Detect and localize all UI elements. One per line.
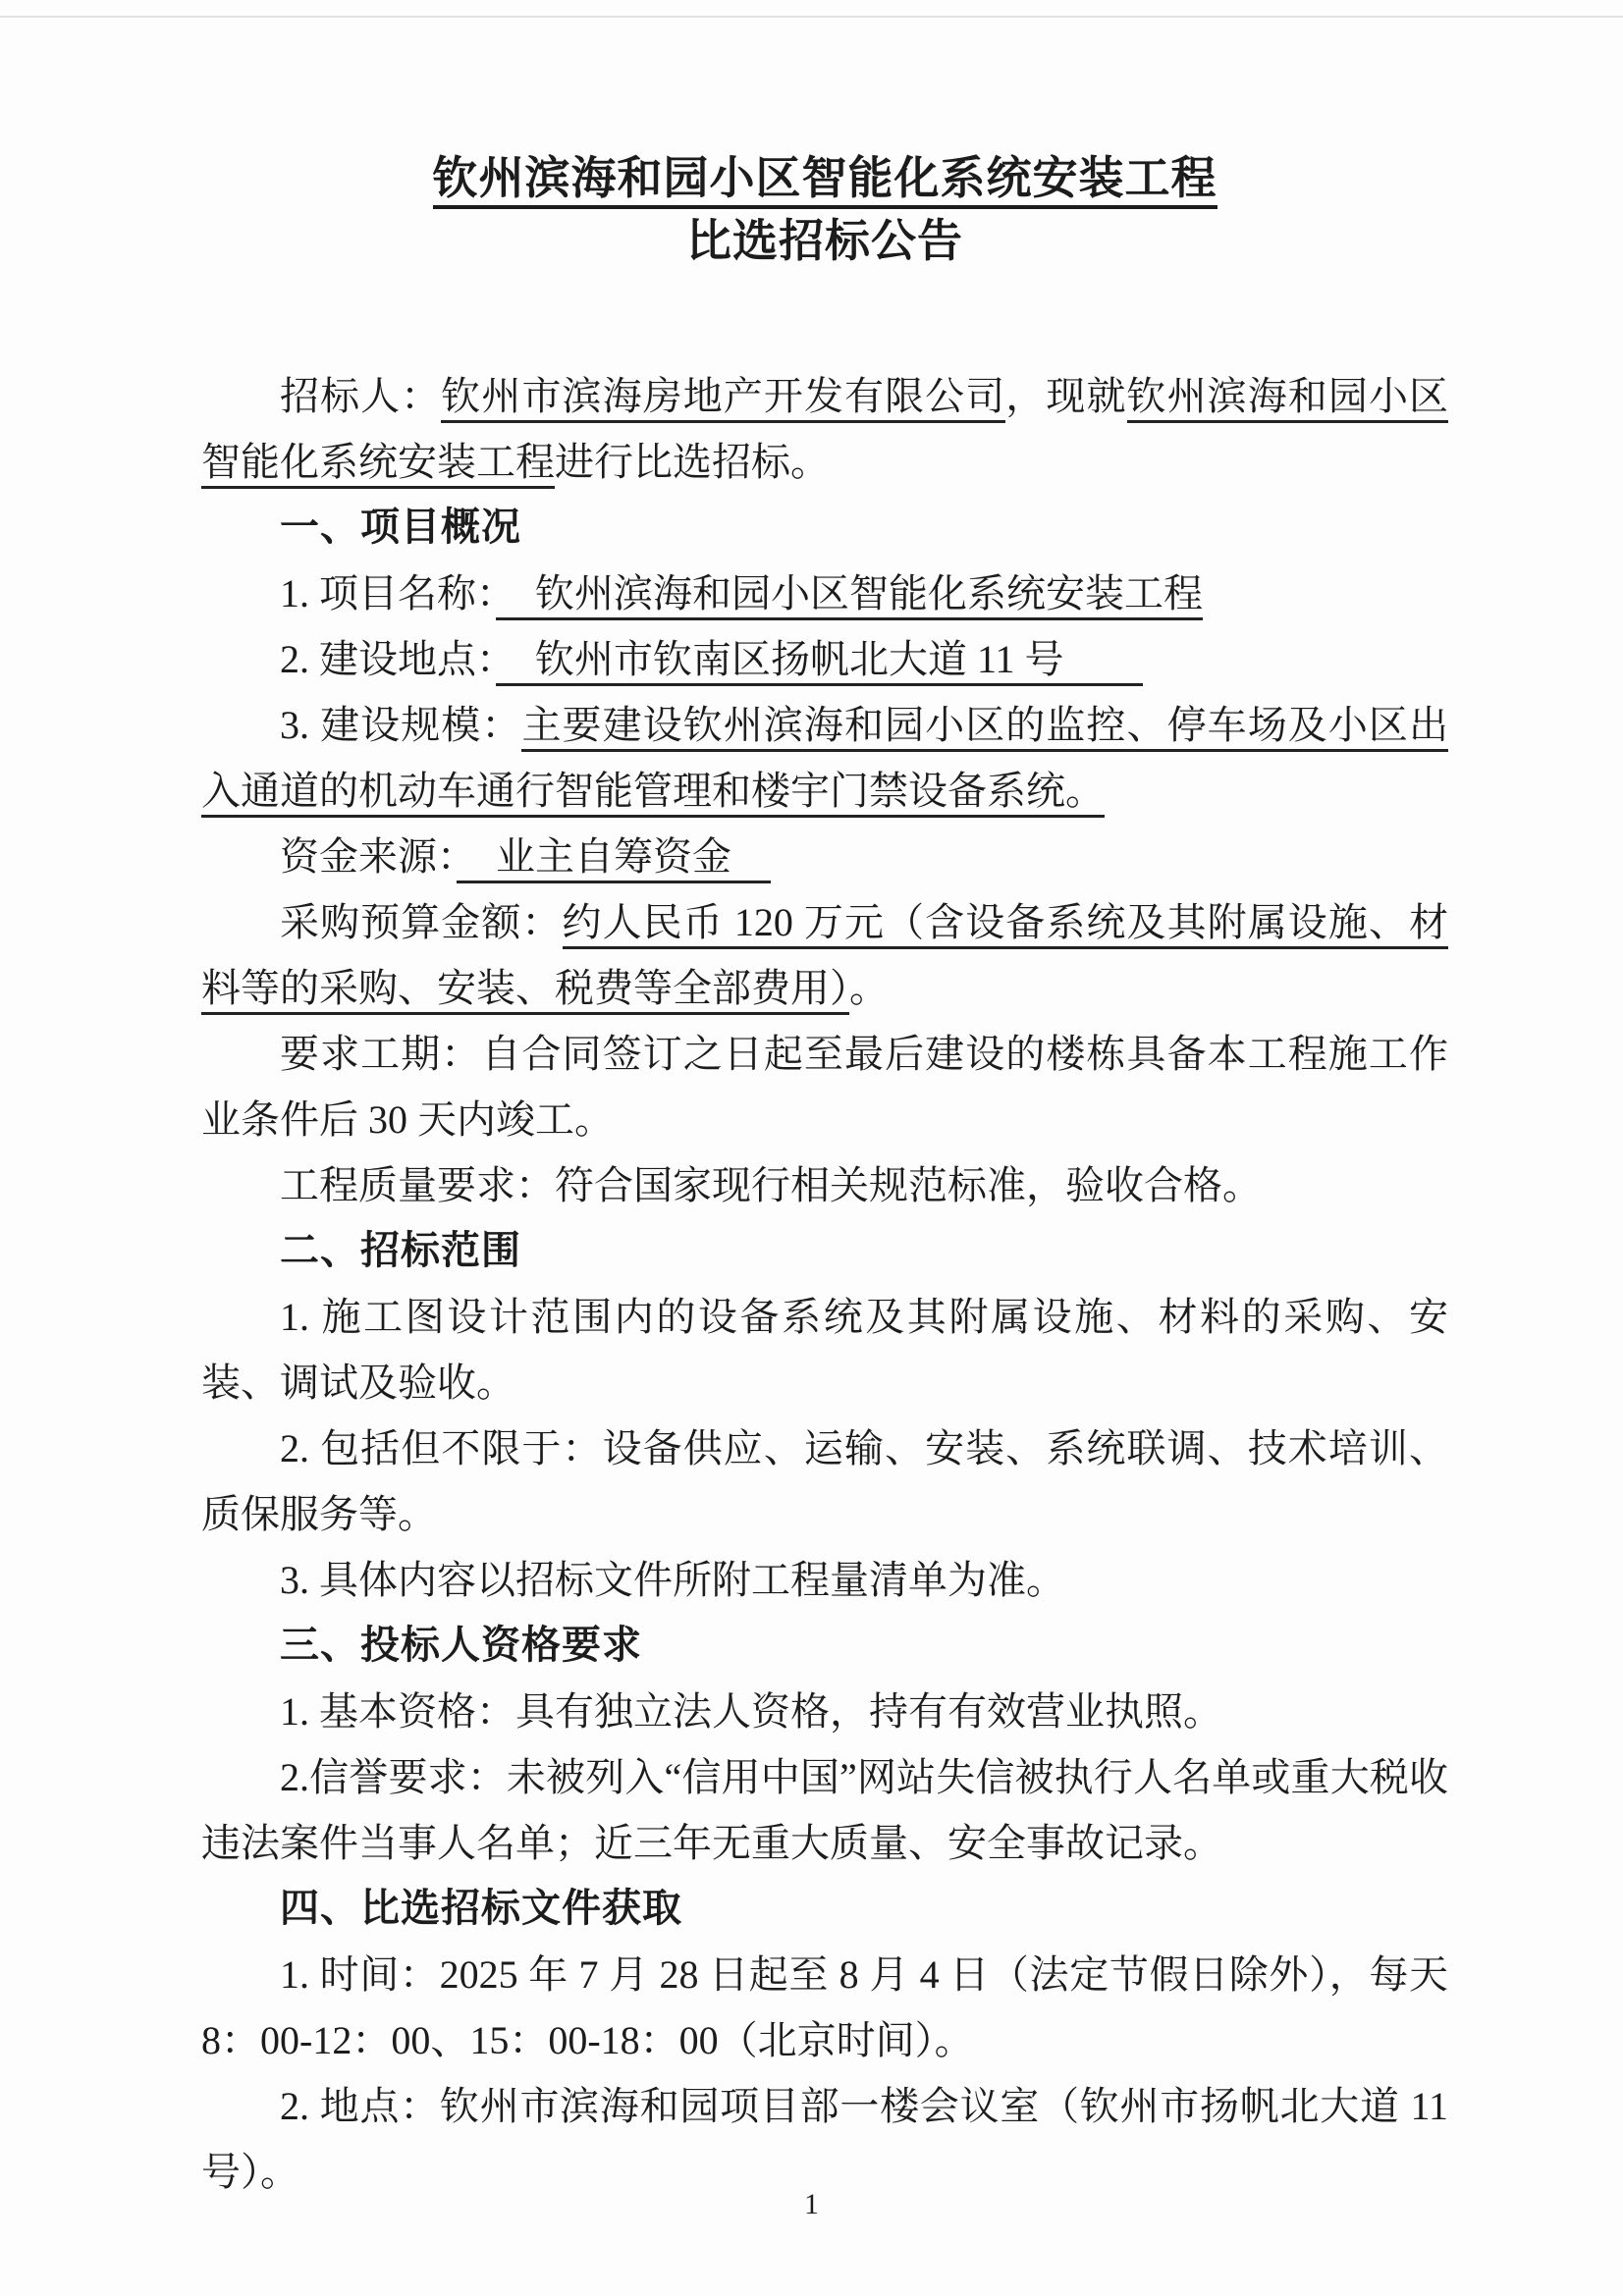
- underlined-text: 业主自筹资金: [457, 834, 771, 883]
- paragraph: [201, 692, 1448, 824]
- text-run: 。: [849, 966, 889, 1010]
- text-run: 2.信誉要求：未被列入“信用中国”网站失信被执行人名单或重大税收违法案件当事人名单；近三年无重大质量、安全事故记录。: [201, 1755, 1448, 1865]
- section-heading: [201, 1613, 1448, 1679]
- text-run: 一、项目概况: [280, 506, 521, 549]
- paragraph: [201, 1547, 1448, 1613]
- page-number: 1: [804, 2188, 819, 2220]
- text-run: 2. 地点：钦州市滨海和园项目部一楼会议室（钦州市扬帆北大道 11 号）。: [201, 2084, 1448, 2194]
- document-title: [201, 147, 1448, 273]
- text-run: 三、投标人资格要求: [280, 1624, 642, 1667]
- scan-artifact-line: [0, 16, 1623, 18]
- underlined-text: 钦州市滨海房地产开发有限公司: [441, 374, 1005, 423]
- text-run: 招标人：: [280, 374, 442, 418]
- text-run: 1. 基本资格：具有独立法人资格，持有有效营业执照。: [280, 1689, 1222, 1734]
- text-run: 四、比选招标文件获取: [280, 1887, 682, 1930]
- paragraph: [201, 1415, 1448, 1547]
- paragraph: [201, 2073, 1448, 2205]
- paragraph: [201, 1679, 1448, 1744]
- paragraph: [201, 561, 1448, 626]
- text-run: 2. 建设地点：: [280, 637, 496, 681]
- text-run: 1. 项目名称：: [280, 571, 496, 615]
- text-run: 1. 施工图设计范围内的设备系统及其附属设施、材料的采购、安装、调试及验收。: [201, 1295, 1448, 1405]
- text-run: 3. 建设规模：: [280, 703, 522, 747]
- paragraph: [201, 626, 1448, 692]
- text-run: 3. 具体内容以招标文件所附工程量清单为准。: [280, 1558, 1065, 1602]
- underlined-text: 钦州滨海和园小区智能化系统安装工程: [201, 374, 1448, 489]
- text-run: 二、招标范围: [280, 1229, 521, 1272]
- text-run: 工程质量要求：符合国家现行相关规范标准，验收合格。: [280, 1163, 1262, 1207]
- text-run: 采购预算金额：: [280, 900, 563, 944]
- text-run: 进行比选招标。: [555, 440, 830, 484]
- document-title-line2: 比选招标公告: [686, 216, 963, 266]
- section-heading: [201, 1218, 1448, 1284]
- underlined-text: 主要建设钦州滨海和园小区的监控、停车场及小区出入通道的机动车通行智能管理和楼宇门禁设备系统。: [201, 703, 1448, 818]
- underlined-text: 约人民币 120 万元（含设备系统及其附属设施、材料等的采购、安装、税费等全部费用）: [201, 900, 1448, 1015]
- paragraph: [201, 1744, 1448, 1876]
- paragraph: [201, 1152, 1448, 1218]
- underlined-text: 钦州滨海和园小区智能化系统安装工程: [496, 571, 1203, 620]
- paragraph: [201, 1284, 1448, 1415]
- paragraph: [201, 1942, 1448, 2073]
- title-underlined-text: 钦州滨海和园小区智能化系统安装工程: [433, 153, 1217, 209]
- text-run: 1. 时间：2025 年 7 月 28 日起至 8 月 4 日（法定节假日除外），每天 8：00-12：00、15：00-18：00（北京时间）。: [201, 1952, 1448, 2062]
- underlined-text: 钦州市钦南区扬帆北大道 11 号: [496, 637, 1143, 686]
- text-run: 资金来源：: [280, 834, 457, 879]
- paragraph: [201, 1021, 1448, 1152]
- section-heading: [201, 495, 1448, 561]
- text-run: 要求工期：自合同签订之日起至最后建设的楼栋具备本工程施工作业条件后 30 天内竣工。: [201, 1032, 1448, 1142]
- paragraph: [201, 889, 1448, 1021]
- section-heading: [201, 1876, 1448, 1942]
- paragraph: [201, 824, 1448, 889]
- text-run: 2. 包括但不限于：设备供应、运输、安装、系统联调、技术培训、质保服务等。: [201, 1426, 1448, 1536]
- document-body: [201, 363, 1448, 2205]
- paragraph: [201, 363, 1448, 495]
- text-run: ，现就: [1005, 374, 1127, 418]
- document-title-line1: [201, 147, 1448, 210]
